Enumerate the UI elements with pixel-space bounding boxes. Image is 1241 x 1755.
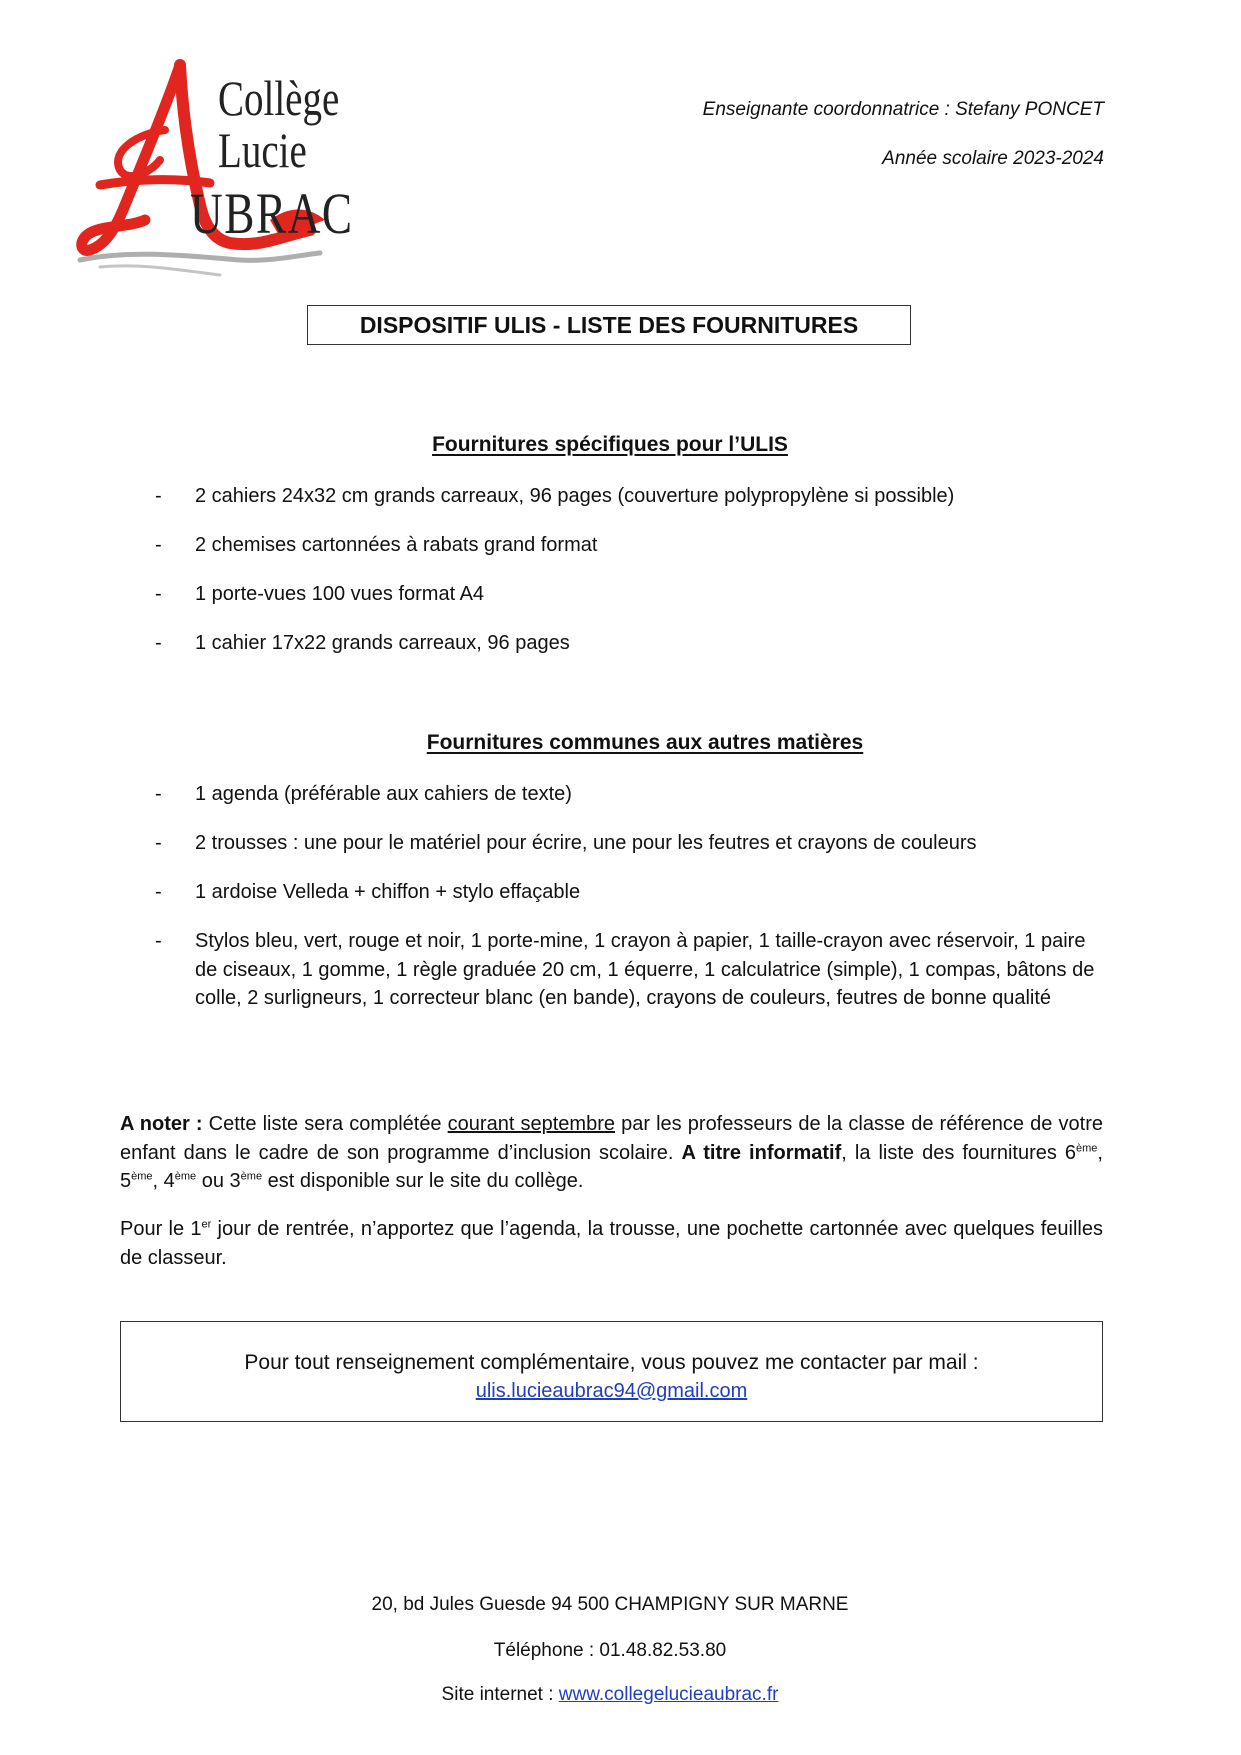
list-bullet: -	[155, 583, 162, 605]
superscript: ème	[131, 1170, 153, 1183]
logo-text-college: Collège	[218, 70, 340, 126]
superscript: ème	[174, 1170, 197, 1183]
list-item-text: 2 trousses : une pour le matériel pour écrire, une pour les feutres et crayons de couleurs	[195, 832, 977, 854]
note-text: Cette liste sera complétée	[202, 1113, 448, 1135]
teacher-coordinator: Enseignante coordonnatrice : Stefany PONCET	[702, 99, 1104, 120]
list-item-text: 1 porte-vues 100 vues format A4	[195, 583, 485, 605]
note-text: , 4	[152, 1170, 175, 1192]
list-bullet: -	[155, 534, 162, 556]
document-title: DISPOSITIF ULIS - LISTE DES FOURNITURES	[307, 305, 911, 345]
list-item	[155, 531, 954, 559]
common-supplies-list	[155, 780, 1095, 1034]
list-item-text: 1 cahier 17x22 grands carreaux, 96 pages	[195, 632, 570, 654]
list-item-text: 2 chemises cartonnées à rabats grand format	[195, 534, 598, 556]
list-bullet: -	[155, 783, 162, 805]
list-item	[155, 878, 1095, 906]
school-year: Année scolaire 2023-2024	[882, 148, 1104, 169]
note-text: , la liste des fournitures 6	[841, 1141, 1077, 1164]
note-underlined: courant septembre	[447, 1113, 615, 1135]
note-paragraph	[120, 1110, 1103, 1196]
logo-text-lucie: Lucie	[218, 122, 307, 178]
note-text: est disponible sur le site du collège.	[262, 1170, 584, 1192]
section-title-ulis: Fournitures spécifiques pour l’ULIS	[432, 433, 788, 456]
footer-website	[20, 1684, 1200, 1706]
list-item	[155, 927, 1095, 1013]
note-bold: A titre informatif	[681, 1141, 842, 1164]
rentree-text: jour de rentrée, n’apportez que l’agenda, la trousse, une pochette cartonnée avec quelques feuilles de classeur.	[120, 1218, 1103, 1269]
contact-email-link[interactable]: ulis.lucieaubrac94@gmail.com	[475, 1380, 748, 1402]
list-bullet: -	[155, 485, 162, 507]
list-bullet: -	[155, 930, 162, 952]
list-item-text: Stylos bleu, vert, rouge et noir, 1 porte-mine, 1 crayon à papier, 1 taille-crayon avec réservoir, 1 paire de ciseaux, 1 gomme, 1 règle graduée 20 cm, 1 équerre, 1 calculatrice (simple), 1 compas, bâtons de colle, 2 surligneurs, 1 correcteur blanc (en bande), crayons de couleurs, feutres de bonne qualité	[195, 930, 1095, 1009]
list-item	[155, 829, 1095, 857]
logo-text-aubrac: UBRAC	[190, 181, 354, 246]
list-item	[155, 780, 1095, 808]
website-link[interactable]: www.collegelucieaubrac.fr	[558, 1684, 779, 1705]
list-bullet: -	[155, 881, 162, 903]
superscript: er	[201, 1218, 212, 1231]
note-text: , 5	[120, 1141, 1103, 1192]
contact-box	[120, 1321, 1103, 1422]
list-item-text: 2 cahiers 24x32 cm grands carreaux, 96 pages (couverture polypropylène si possible)	[195, 485, 955, 507]
website-label: Site internet :	[441, 1684, 559, 1705]
list-item	[155, 629, 954, 657]
ulis-supplies-list	[155, 482, 954, 678]
rentree-text: Pour le 1	[120, 1218, 202, 1240]
section-title-common: Fournitures communes aux autres matières	[426, 731, 864, 754]
list-item-text: 1 ardoise Velleda + chiffon + stylo effaçable	[195, 881, 581, 903]
note-text: ou 3	[196, 1170, 241, 1192]
superscript: ème	[1076, 1141, 1098, 1154]
college-logo	[70, 55, 354, 290]
list-item	[155, 482, 954, 510]
list-item	[155, 580, 954, 608]
first-day-paragraph	[120, 1215, 1103, 1272]
contact-text: Pour tout renseignement complémentaire, vous pouvez me contacter par mail :	[244, 1351, 979, 1374]
footer-phone: Téléphone : 01.48.82.53.80	[493, 1640, 727, 1661]
list-bullet: -	[155, 832, 162, 854]
superscript: ème	[240, 1170, 263, 1183]
note-text: par les professeurs de la classe de référence de votre enfant dans le cadre de son programme d’inclusion scolaire.	[120, 1113, 1103, 1164]
note-label: A noter :	[120, 1113, 203, 1135]
list-bullet: -	[155, 632, 162, 654]
footer-address: 20, bd Jules Guesde 94 500 CHAMPIGNY SUR MARNE	[371, 1594, 849, 1615]
list-item-text: 1 agenda (préférable aux cahiers de texte)	[195, 783, 572, 805]
